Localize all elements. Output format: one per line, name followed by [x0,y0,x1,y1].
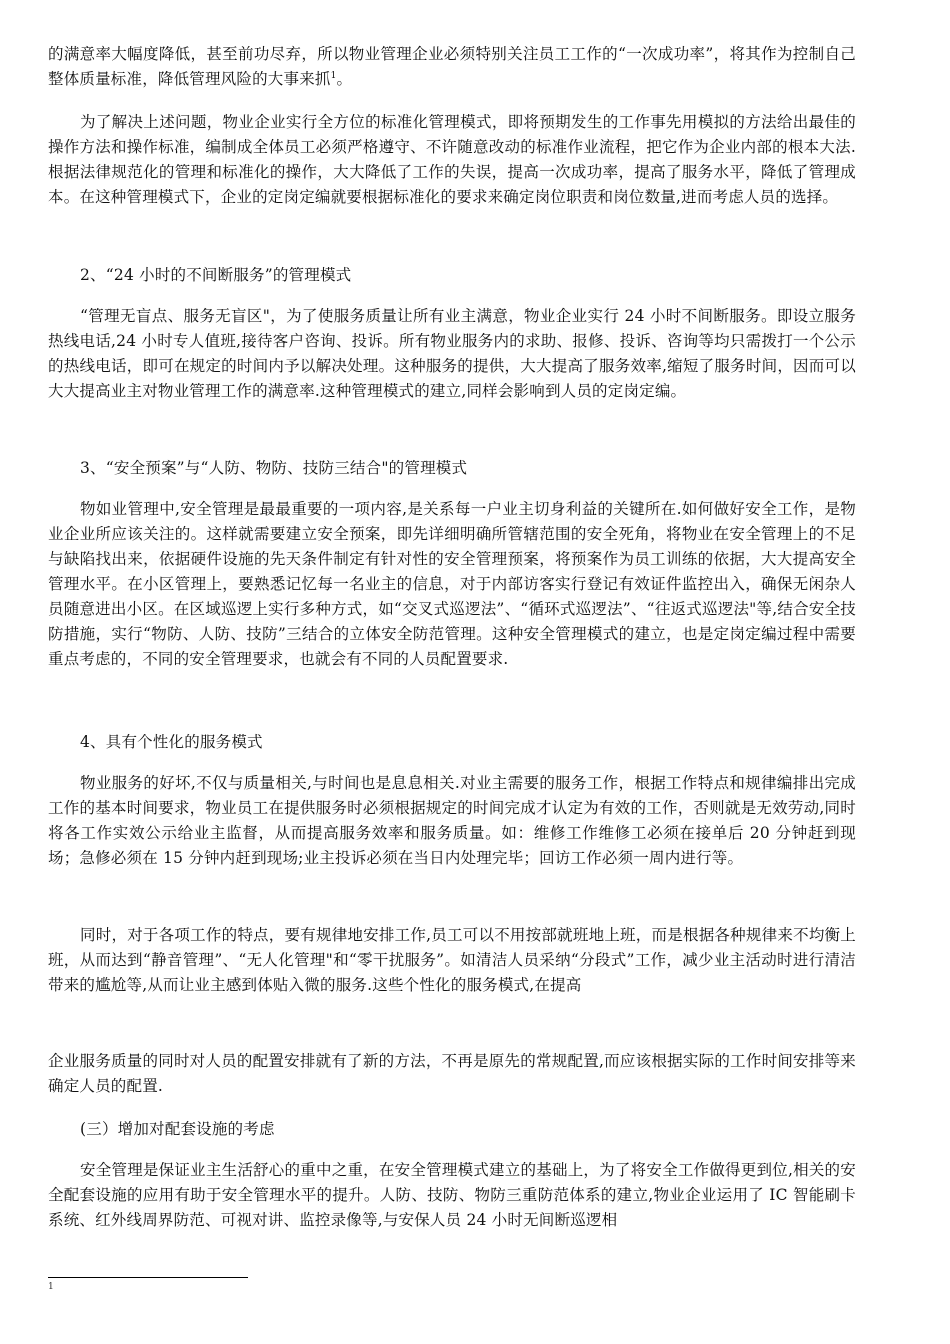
paragraph-scheduling: 同时，对于各项工作的特点，要有规律地安排工作,员工可以不用按部就班地上班，而是根据各种规律来不均衡上班，从而达到“静音管理”、“无人化管理"和“零干扰服务”。如清洁人员采纳“分段式”工作，减少业主活动时进行清洁带来的尴尬等,从而让业主感到体贴入微的服务.这些个性化的服务模式,在提高 [48,926,856,994]
section-heading-personalized-service: 4、具有个性化的服务模式 [80,733,263,751]
paragraph-personalized-service: 物业服务的好坏,不仅与质量相关,与时间也是息息相关.对业主需要的服务工作，根据工作特点和规律编排出完成工作的基本时间要求，物业员工在提供服务时必须根据规定的时间完成才认定为有效的工作，否则就是无效劳动,同时将各工作实效公示给业主监督，从而提高服务效率和服务质量。如：维修工作维修工必须在接单后 20 分钟赶到现场；急修必须在 15 分钟内赶到现场;业主投诉必须在当日内处理完毕；回访工作必须一周内进行等。 [48,774,856,867]
paragraph-security-plan: 物如业管理中,安全管理是最最重要的一项内容,是关系每一户业主切身利益的关键所在.如何做好安全工作，是物业企业所应该关注的。这样就需要建立安全预案，即先详细明确所管辖范围的安全死角，将物业在安全管理上的不足与缺陷找出来，依据硬件设施的先天条件制定有针对性的安全管理预案，将预案作为员工训练的依据，大大提高安全管理水平。在小区管理上，要熟悉记忆每一名业主的信息，对于内部访客实行登记有效证件监控出入，确保无闲杂人员随意进出小区。在区域巡逻上实行多种方式，如“交叉式巡逻法”、“循环式巡逻法”、“往返式巡逻法"等,结合安全技防措施，实行“物防、人防、技防”三结合的立体安全防范管理。这种安全管理模式的建立，也是定岗定编过程中需要重点考虑的，不同的安全管理要求，也就会有不同的人员配置要求. [48,500,856,668]
paragraph-facilities: 安全管理是保证业主生活舒心的重中之重，在安全管理模式建立的基础上，为了将安全工作做得更到位,相关的安全配套设施的应用有助于安全管理水平的提升。人防、技防、物防三重防范体系的建立,物业企业运用了 IC 智能刷卡系统、红外线周界防范、可视对讲、监控录像等,与安保人员 24 小时无间断巡逻相 [48,1161,856,1229]
footnote-mark: 1 [48,1282,54,1292]
section-heading-facilities: (三）增加对配套设施的考虑 [80,1120,275,1138]
paragraph-text-end: 。 [336,70,353,88]
paragraph-satisfaction [48,42,856,92]
section-heading-24h-service: 2、“24 小时的不间断服务”的管理模式 [80,266,352,284]
paragraph-text: 的满意率大幅度降低，甚至前功尽弃，所以物业管理企业必须特别关注员工工作的“一次成功率”，将其作为控制自己整体质量标准，降低管理风险的大事来抓 [48,45,856,88]
paragraph-24h-service: “管理无盲点、服务无盲区"，为了使服务质量让所有业主满意，物业企业实行 24 小时不间断服务。即设立服务热线电话,24 小时专人值班,接待客户咨询、投诉。所有物业服务内的求助、报修、投诉、咨询等均只需拨打一个公示的热线电话，即可在规定的时间内予以解决处理。这种服务的提供，大大提高了服务效率,缩短了服务时间，因而可以大大提高业主对物业管理工作的满意率.这种管理模式的建立,同样会影响到人员的定岗定编。 [48,307,856,400]
footnote-reference[interactable]: 1 [330,70,337,81]
section-heading-security-plan: 3、“安全预案”与“人防、物防、技防三结合"的管理模式 [80,459,468,477]
paragraph-standardization: 为了解决上述问题，物业企业实行全方位的标准化管理模式，即将预期发生的工作事先用模拟的方法给出最佳的操作方法和操作标准，编制成全体员工必须严格遵守、不许随意改动的标准作业流程，把它作为企业内部的根本大法.根据法律规范化的管理和标准化的操作，大大降低了工作的失误，提高一次成功率，提高了服务水平，降低了管理成本。在这种管理模式下，企业的定岗定编就要根据标准化的要求来确定岗位职责和岗位数量,进而考虑人员的选择。 [48,113,856,206]
paragraph-staffing: 企业服务质量的同时对人员的配置安排就有了新的方法，不再是原先的常规配置,而应该根据实际的工作时间安排等来确定人员的配置. [48,1052,856,1095]
footnote-separator [48,1277,248,1278]
